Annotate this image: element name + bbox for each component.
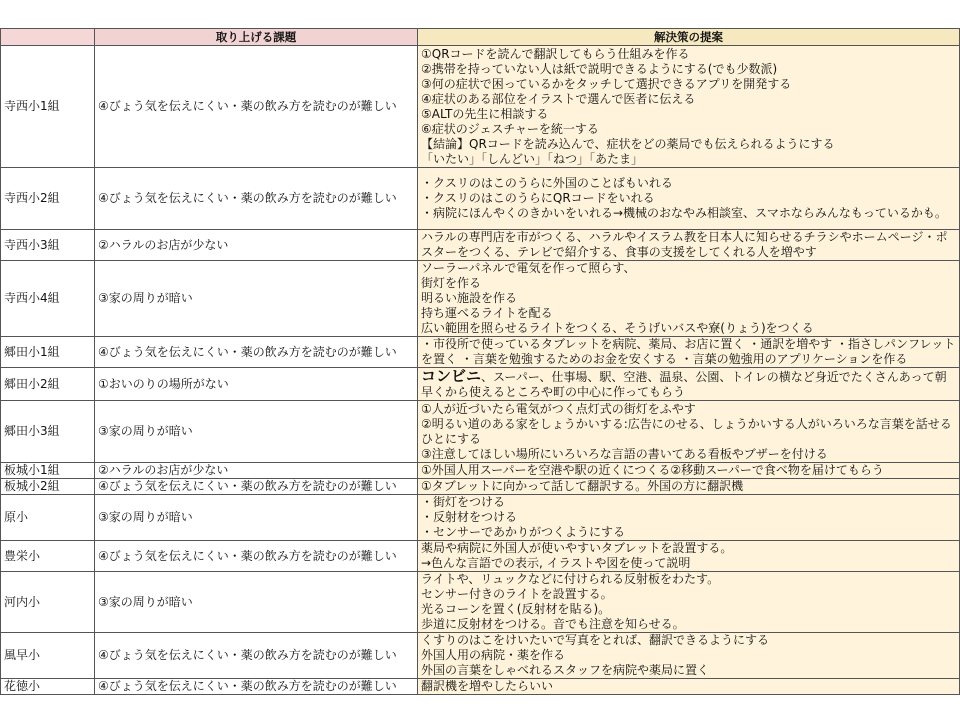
class-cell: 寺西小2組	[1, 168, 95, 230]
solution-line: →色んな言語での表示, イラストや図を使って説明	[421, 556, 691, 570]
solution-line: ハラルの専門店を市がつくる、ハラルやイスラム教を日本人に知らせるチラシやホームページ・ポスターをつくる、テレビで紹介する、食事の支援をしてくれる人を増やす	[421, 230, 948, 259]
class-cell: 風早小	[1, 633, 95, 679]
issue-cell: ④びょう気を伝えにくい・薬の飲み方を読むのが難しい	[95, 541, 418, 572]
solution-line: ・病院にほんやくのきかいをいれる→機械のおなやみ相談室、スマホならみんなもっているかも。	[421, 206, 947, 220]
table-row	[1, 368, 960, 401]
class-cell: 寺西小4組	[1, 261, 95, 337]
issue-cell: ④びょう気を伝えにくい・薬の飲み方を読むのが難しい	[95, 679, 418, 695]
solution-line: 広い範囲を照らせるライトをつくる、そうげいバスや寮(りょう)をつくる	[421, 321, 814, 335]
header-row	[1, 29, 960, 46]
issue-cell: ④びょう気を伝えにくい・薬の飲み方を読むのが難しい	[95, 46, 418, 168]
issue-cell: ③家の周りが暗い	[95, 401, 418, 463]
solution-cell	[418, 633, 960, 679]
solution-cell	[418, 495, 960, 541]
issue-cell: ④びょう気を伝えにくい・薬の飲み方を読むのが難しい	[95, 633, 418, 679]
table-row	[1, 337, 960, 368]
solution-cell	[418, 368, 960, 401]
solution-line: ・クスリのはこのうらにQRコードをいれる	[421, 191, 655, 205]
table-row	[1, 495, 960, 541]
solution-cell	[418, 46, 960, 168]
solution-cell	[418, 168, 960, 230]
issue-cell: ①おいのりの場所がない	[95, 368, 418, 401]
table-row	[1, 261, 960, 337]
solution-line: ①外国人用スーパーを空港や駅の近くにつくる②移動スーパーで食べ物を届けてもらう	[421, 463, 884, 477]
solution-line: 明るい施設を作る	[421, 291, 518, 305]
class-cell: 寺西小1組	[1, 46, 95, 168]
solution-cell	[418, 541, 960, 572]
header-class	[1, 29, 95, 46]
solution-line: ②携帯を持っていない人は紙で説明できるようにする(でも少数派)	[421, 61, 778, 76]
solution-line: ④症状のある部位をイラストで選んで医者に伝える	[421, 91, 696, 106]
solution-line: ・センサーであかりがつくようにする	[421, 525, 626, 539]
solution-line: ライトや、リュックなどに付けられる反射板をわたす。	[421, 572, 720, 586]
issue-cell: ②ハラルのお店が少ない	[95, 463, 418, 479]
issue-cell: ②ハラルのお店が少ない	[95, 230, 418, 261]
solution-line: 外国の言葉をしゃべれるスタッフを病院や薬局に置く	[421, 663, 710, 677]
class-cell: 郷田小3組	[1, 401, 95, 463]
table-row	[1, 633, 960, 679]
issue-cell: ③家の周りが暗い	[95, 572, 418, 633]
issue-cell: ③家の周りが暗い	[95, 495, 418, 541]
class-cell: 寺西小3組	[1, 230, 95, 261]
table-row	[1, 572, 960, 633]
issue-cell: ③家の周りが暗い	[95, 261, 418, 337]
solution-line: 持ち運べるライトを配る	[421, 306, 553, 320]
solution-line: ・街灯をつける	[421, 495, 506, 509]
issue-cell: ④びょう気を伝えにくい・薬の飲み方を読むのが難しい	[95, 479, 418, 495]
class-cell: 花徳小	[1, 679, 95, 695]
table-row	[1, 401, 960, 463]
solution-line: くすりのはこをけいたいで写真をとれば、翻訳できるようにする	[421, 633, 770, 647]
solution-cell	[418, 401, 960, 463]
solution-line: 街灯を作る	[421, 276, 482, 290]
solution-line: 翻訳機を増やしたらいい	[421, 679, 554, 693]
table-row	[1, 679, 960, 695]
solution-line: ⑥症状のジェスチャーを統一する	[421, 121, 599, 136]
table-row	[1, 168, 960, 230]
solution-line: 「いたい」「しんどい」「ねつ」「あたま」	[421, 151, 644, 166]
solution-cell	[418, 572, 960, 633]
solution-line: ・反射材をつける	[421, 510, 518, 524]
solution-cell	[418, 337, 960, 368]
solution-cell	[418, 230, 960, 261]
proposals-table	[0, 28, 960, 695]
table-row	[1, 463, 960, 479]
table-row	[1, 541, 960, 572]
class-cell: 河内小	[1, 572, 95, 633]
table-row	[1, 230, 960, 261]
class-cell: 原小	[1, 495, 95, 541]
solution-line: ①タブレットに向かって話して翻訳する。外国の方に翻訳機	[421, 479, 744, 493]
solution-line: ②明るい道のある家をしょうかいする:広告にのせる、しょうかいする人がいろいろな言葉を話せるひとにする	[421, 416, 952, 446]
solution-line: ③何の症状で困っているかをタッチして選択できるアプリを開発する	[421, 76, 792, 91]
solution-line: 歩道に反射材をつける。音でも注意を知らせる。	[421, 617, 685, 631]
issue-cell: ④びょう気を伝えにくい・薬の飲み方を読むのが難しい	[95, 337, 418, 368]
solution-line: ①人が近づいたら電気がつく点灯式の街灯をふやす	[421, 401, 696, 416]
solution-line: 光るコーンを置く(反射材を貼る)。	[421, 602, 611, 616]
class-cell: 郷田小2組	[1, 368, 95, 401]
solution-cell	[418, 679, 960, 695]
solution-line: ソーラーパネルで電気を作って照らす、	[421, 261, 636, 275]
solution-line: センサー付きのライトを設置する。	[421, 587, 613, 601]
solution-line: 外国人用の病院・薬を作る	[421, 648, 566, 662]
solution-line: ⑤ALTの先生に相談する	[421, 106, 549, 121]
class-cell: 豊栄小	[1, 541, 95, 572]
class-cell: 郷田小1組	[1, 337, 95, 368]
solution-cell	[418, 463, 960, 479]
solution-line	[421, 369, 956, 400]
solution-line: ③注意してほしい場所にいろいろな言語の書いてある看板やブザーを付ける	[421, 446, 828, 461]
solution-text: 、スーパー、仕事場、駅、空港、温泉、公園、トイレの横など身近でたくさんあって朝早くから使えるところや町の中心に作ってもらう	[421, 369, 947, 399]
header-solution: 解決策の提案	[418, 29, 960, 46]
table-row	[1, 46, 960, 168]
table-row	[1, 479, 960, 495]
solution-line: ・市役所で使っているタブレットを病院、薬局、お店に置く ・通訳を増やす ・指さしパンフレットを置く ・言葉を勉強するためのお金を安くする ・言葉の勉強用のアプリケーションを作る	[421, 337, 956, 366]
solution-line: 薬局や病院に外国人が使いやすいタブレットを設置する。	[421, 541, 733, 555]
emphasis-word: コンビニ	[421, 367, 482, 385]
solution-line: ・クスリのはこのうらに外国のことばもいれる	[421, 176, 673, 190]
issue-cell: ④びょう気を伝えにくい・薬の飲み方を読むのが難しい	[95, 168, 418, 230]
solution-cell	[418, 261, 960, 337]
solution-cell	[418, 479, 960, 495]
solution-line: 【結論】QRコードを読み込んで、症状をどの薬局でも伝えられるようにする	[421, 136, 835, 151]
solution-line: ①QRコードを読んで翻訳してもらう仕組みを作る	[421, 46, 690, 61]
class-cell: 板城小1組	[1, 463, 95, 479]
header-issue: 取り上げる課題	[95, 29, 418, 46]
class-cell: 板城小2組	[1, 479, 95, 495]
